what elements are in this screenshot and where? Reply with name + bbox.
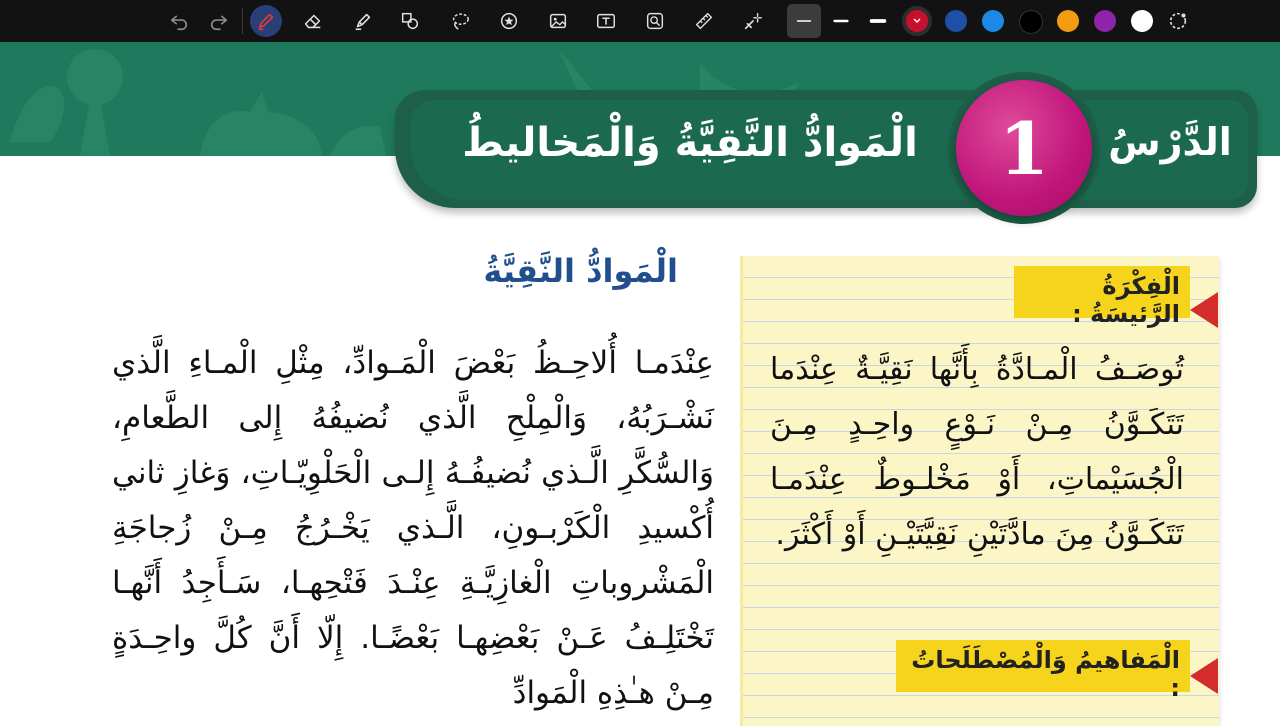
annotation-toolbar — [0, 0, 1280, 42]
highlighter-icon[interactable] — [347, 5, 379, 37]
line-width-thin-button[interactable] — [787, 4, 821, 38]
lesson-title: الْمَوادُّ النَّقِيَّةُ وَالْمَخاليطُ — [462, 120, 918, 166]
line-width-thick-button[interactable] — [862, 5, 894, 37]
lesson-number: 1 — [998, 105, 1050, 191]
concepts-label: الْمَفاهيمُ وَالْمُصْطَلَحاتُ : — [896, 640, 1190, 692]
lesson-number-badge — [956, 80, 1092, 216]
lesson-label: الدَّرْسُ — [1108, 120, 1232, 164]
color-swatch-red[interactable] — [902, 6, 932, 36]
sticker-icon[interactable] — [493, 5, 525, 37]
section-heading: الْمَوادُّ النَّقِيَّةُ — [483, 252, 678, 290]
pen-icon[interactable] — [250, 5, 282, 37]
color-swatch-navy[interactable] — [945, 10, 967, 32]
main-idea-text: تُوصَـفُ الْمـادَّةُ بِأَنَّها نَقِيَّـةٌ عِنْدَما تَتَكَـوَّنُ مِـنْ نَـوْعٍ واحِـدٍ مِـنَ الْجُسَيْماتِ، أَوْ مَخْلـوطٌ عِنْدَمـا تَتَكَـوَّنُ مِنَ مادَّتَيْنِ نَقِيَّتَيْـنِ أَوْ أَكْثَرَ. — [770, 352, 1184, 552]
line-width-medium-button[interactable] — [825, 5, 857, 37]
triangle-pointer-icon — [1190, 658, 1218, 694]
triangle-pointer-icon — [1190, 292, 1218, 328]
text-box-icon[interactable] — [590, 5, 622, 37]
section-body-text: عِنْدَمـا أُلاحِـظُ بَعْضَ الْمَـوادِّ، مِثْلِ الْمـاءِ الَّذي نَشْـرَبُهُ، وَالْمِلْحِ الَّذي نُضيفُهُ إِلى الطَّعامِ، وَالسُّكَّرِ الَّـذي نُضيفُـهُ إِلـى الْحَلْوِيّـاتِ، وَغازِ ثاني أُكْسيدِ الْكَرْبـونِ، الَّـذي يَخْـرُجُ مِـنْ زُجاجَةِ الْمَشْروباتِ الْغازِيَّـةِ عِنْـدَ فَتْحِهـا، سَـأَجِدُ أَنَّهـا تَخْتَلِـفُ عَـنْ بَعْضِهـا بَعْضًـا. إِلّا أَنَّ كُلَّ واحِـدَةٍ مِـنْ هـٰذِهِ الْمَوادِّ — [112, 345, 714, 711]
lasso-icon[interactable] — [444, 5, 476, 37]
color-swatch-blue[interactable] — [982, 10, 1004, 32]
color-swatch-purple[interactable] — [1094, 10, 1116, 32]
laser-pointer-icon[interactable] — [737, 5, 769, 37]
toolbar-divider — [242, 8, 243, 34]
chevron-down-icon — [912, 17, 922, 25]
color-swatch-orange[interactable] — [1057, 10, 1079, 32]
eraser-icon[interactable] — [297, 5, 329, 37]
main-idea-label: الْفِكْرَةُ الرَّئيسَةُ : — [1014, 266, 1190, 318]
redo-icon[interactable] — [203, 5, 235, 37]
custom-color-icon[interactable] — [1162, 5, 1194, 37]
ruler-icon[interactable] — [688, 5, 720, 37]
color-swatch-black[interactable] — [1019, 10, 1043, 34]
undo-icon[interactable] — [163, 5, 195, 37]
shapes-icon[interactable] — [394, 5, 426, 37]
color-swatch-white[interactable] — [1131, 10, 1153, 32]
image-icon[interactable] — [542, 5, 574, 37]
textbook-page — [0, 42, 1280, 720]
scan-icon[interactable] — [639, 5, 671, 37]
